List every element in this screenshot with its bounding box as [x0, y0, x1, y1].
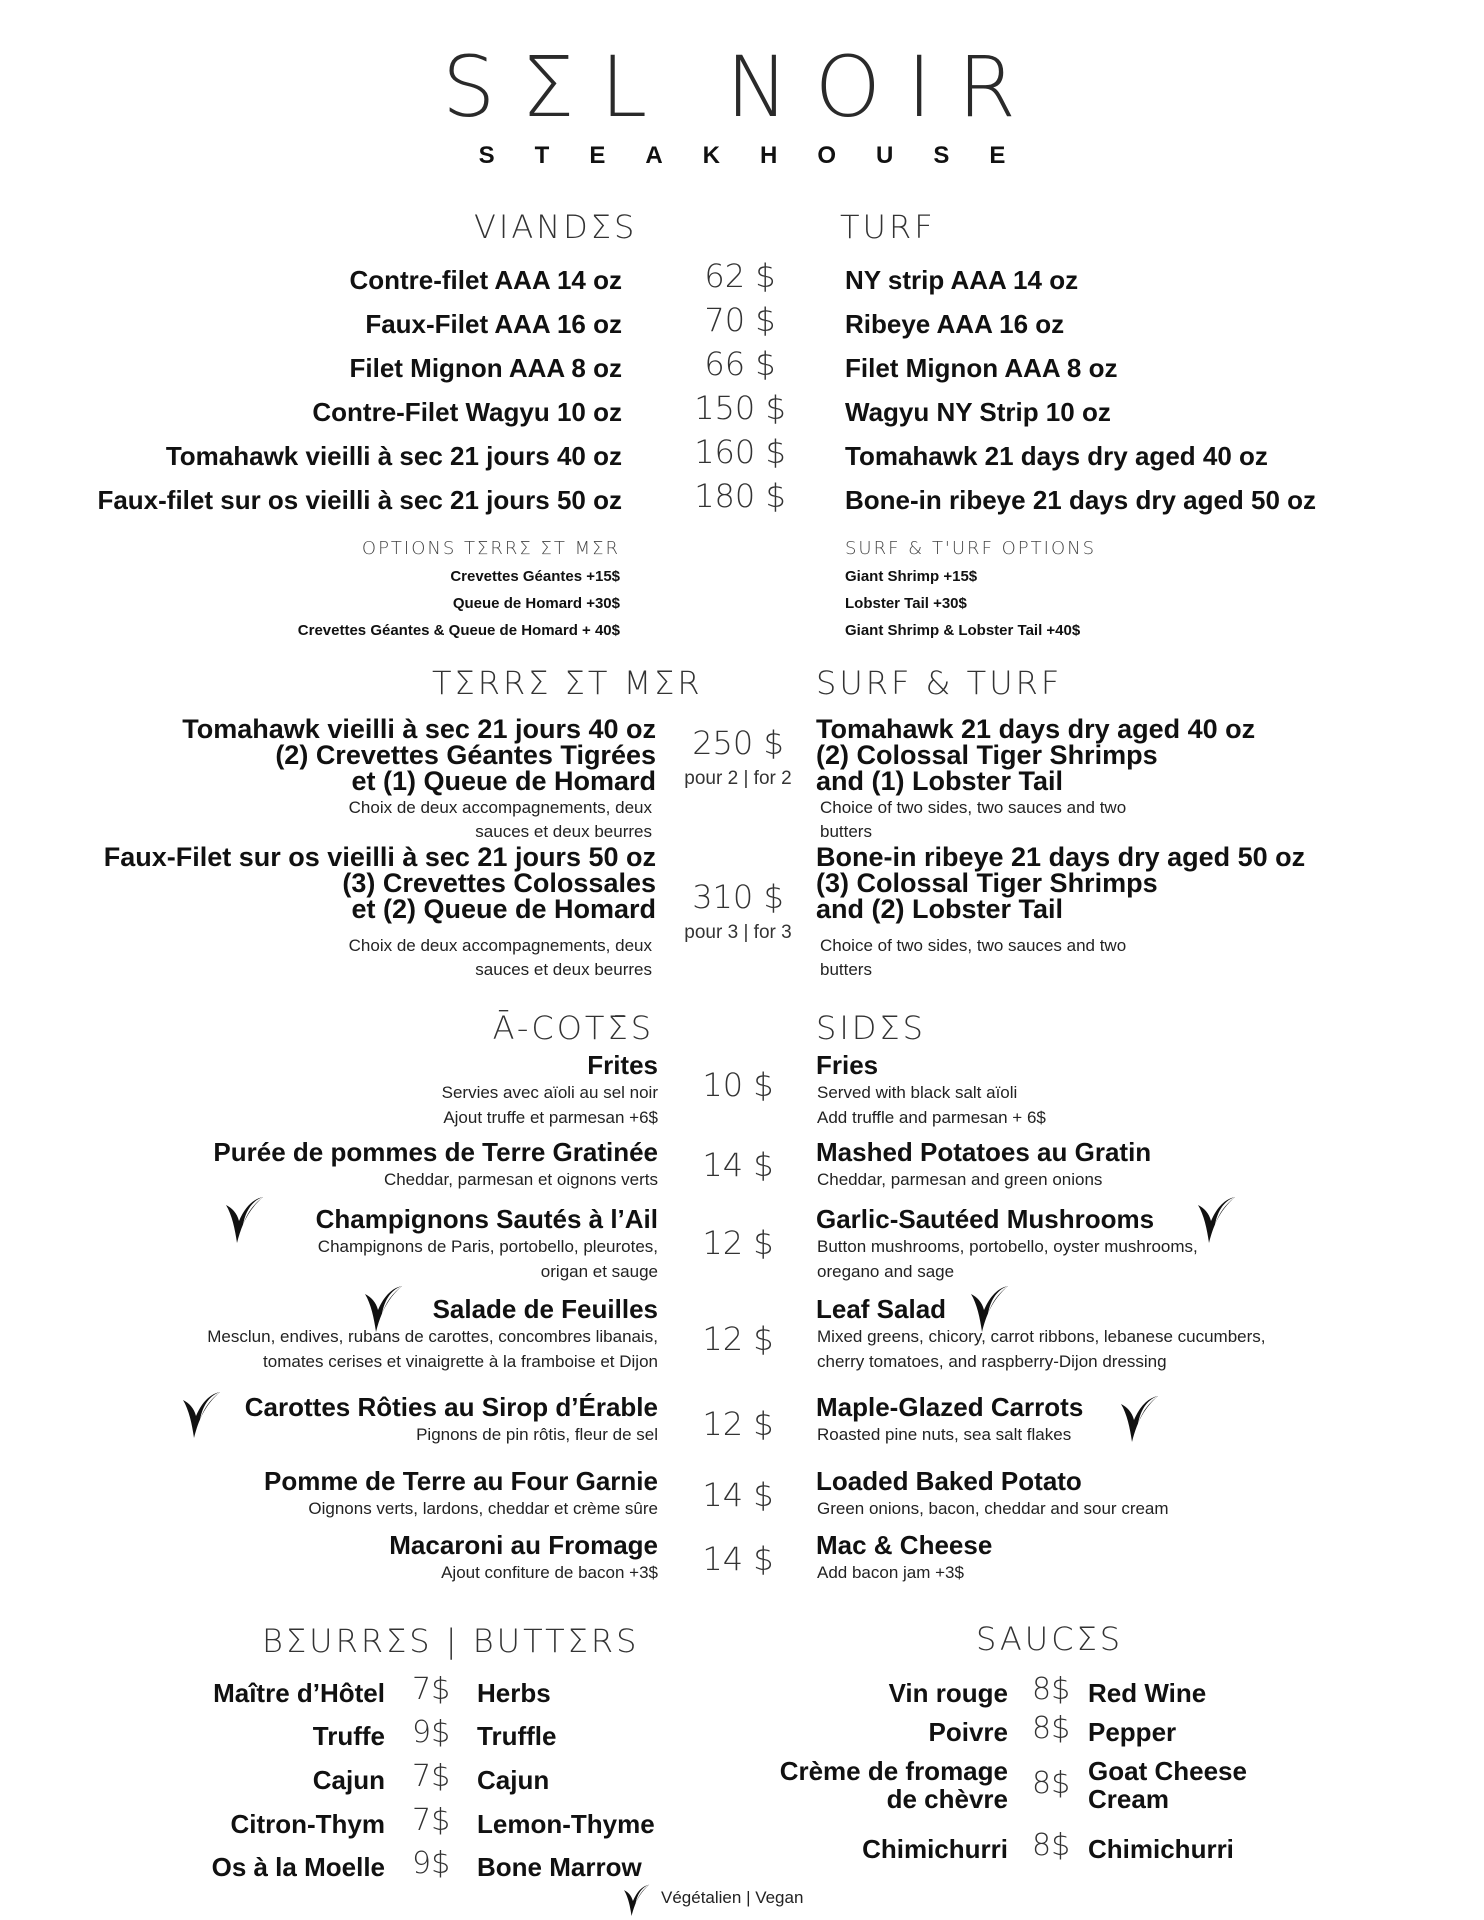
meat-item-en: Filet Mignon AAA 8 oz: [845, 353, 1118, 383]
option-fr: Crevettes Géantes & Queue de Homard + 40$: [297, 622, 620, 639]
vegan-leaf-icon: [180, 1386, 224, 1440]
combo-serving: pour 2 | for 2: [684, 768, 792, 789]
side-desc-fr: origan et sauge: [540, 1262, 658, 1281]
side-desc-fr: Pignons de pin rôtis, fleur de sel: [416, 1425, 658, 1444]
butter-item-en: Truffle: [477, 1721, 557, 1751]
butter-price: 9$: [412, 1846, 451, 1881]
meat-price: 160 $: [694, 433, 786, 471]
combo-line-en: (2) Colossal Tiger Shrimps: [816, 740, 1158, 770]
sauce-price: 8$: [1032, 1828, 1071, 1863]
side-desc-en: Button mushrooms, portobello, oyster mushrooms,: [817, 1237, 1198, 1256]
combo-line-fr: Tomahawk vieilli à sec 21 jours 40 oz: [182, 714, 656, 744]
combo-line-en: and (1) Lobster Tail: [816, 766, 1064, 796]
section-title-surf-fr: TΣRRΣ ΣT MΣR: [432, 664, 703, 702]
vegan-legend-text: Végétalien | Vegan: [661, 1888, 804, 1907]
side-item-en: Loaded Baked Potato: [816, 1466, 1082, 1496]
section-title-butters: BΣURRΣS | BUTTΣRS: [262, 1622, 640, 1660]
side-item-fr: Carottes Rôties au Sirop d’Érable: [244, 1392, 658, 1422]
side-desc-en: Mixed greens, chicory, carrot ribbons, lebanese cucumbers,: [817, 1327, 1266, 1346]
section-title-meats-fr: VIANDΣS: [474, 208, 638, 246]
combo-price: 310 $: [692, 878, 784, 916]
combo-line-en: (3) Colossal Tiger Shrimps: [816, 868, 1158, 898]
side-desc-en: oregano and sage: [817, 1262, 955, 1281]
section-title-sides-fr: Ā-COTΣ̄S: [492, 1009, 654, 1047]
meat-item-fr: Tomahawk vieilli à sec 21 jours 40 oz: [165, 441, 622, 471]
side-desc-fr: Cheddar, parmesan et oignons verts: [383, 1170, 658, 1189]
combo-desc-fr: Choix de deux accompagnements, deux: [348, 798, 652, 817]
side-desc-fr: Ajout confiture de bacon +3$: [441, 1563, 658, 1582]
combo-line-en: Tomahawk 21 days dry aged 40 oz: [816, 714, 1256, 744]
butter-item-en: Bone Marrow: [477, 1852, 642, 1882]
side-item-fr: Purée de pommes de Terre Gratinée: [213, 1137, 658, 1167]
meat-item-fr: Faux-filet sur os vieilli à sec 21 jours 50 oz: [97, 485, 622, 515]
side-desc-en: Add bacon jam +3$: [817, 1563, 964, 1582]
sauce-item-en-line: Goat Cheese: [1088, 1756, 1247, 1786]
butter-item-fr: Citron-Thym: [230, 1809, 385, 1839]
combo-serving: pour 3 | for 3: [684, 922, 792, 943]
meat-item-en: Bone-in ribeye 21 days dry aged 50 oz: [845, 485, 1317, 515]
option-fr: Queue de Homard +30$: [452, 595, 620, 612]
vegan-leaf-icon: [622, 1880, 652, 1918]
vegan-leaf-icon: [362, 1280, 406, 1334]
sauce-item-en: Red Wine: [1088, 1678, 1207, 1708]
sauce-item-en: Chimichurri: [1088, 1834, 1234, 1864]
butter-price: 7$: [412, 1759, 451, 1794]
meat-item-en: Wagyu NY Strip 10 oz: [845, 397, 1111, 427]
side-price: 12 $: [702, 1405, 774, 1443]
combo-price: 250 $: [692, 724, 784, 762]
combo-line-en: Bone-in ribeye 21 days dry aged 50 oz: [816, 842, 1306, 872]
section-title-meats-en: TURF: [840, 208, 936, 246]
side-desc-fr: Servies avec aïoli au sel noir: [441, 1083, 658, 1102]
option-en: Lobster Tail +30$: [845, 595, 967, 612]
side-desc-en: Roasted pine nuts, sea salt flakes: [817, 1425, 1072, 1444]
side-item-en: Leaf Salad: [816, 1294, 947, 1324]
option-en: Giant Shrimp +15$: [845, 568, 978, 585]
combo-desc-fr: sauces et deux beurres: [475, 960, 652, 979]
combo-line-fr: et (1) Queue de Homard: [351, 766, 656, 796]
side-item-en: Mashed Potatoes au Gratin: [816, 1137, 1152, 1167]
side-item-fr: Macaroni au Fromage: [389, 1530, 658, 1560]
side-price: 14 $: [702, 1540, 774, 1578]
combo-desc-en: Choice of two sides, two sauces and two: [820, 936, 1127, 955]
butter-item-en: Herbs: [477, 1678, 551, 1708]
butter-price: 9$: [412, 1715, 451, 1750]
combo-line-fr: et (2) Queue de Homard: [351, 894, 656, 924]
butter-item-fr: Os à la Moelle: [211, 1852, 385, 1882]
side-price: 12 $: [702, 1320, 774, 1358]
combo-desc-fr: sauces et deux beurres: [475, 822, 652, 841]
side-desc-en: Cheddar, parmesan and green onions: [817, 1170, 1103, 1189]
section-title-sauces: SAUCΣS: [976, 1620, 1124, 1658]
sauce-price: 8$: [1032, 1672, 1071, 1707]
side-price: 14 $: [702, 1476, 774, 1514]
sauce-price: 8$: [1032, 1711, 1071, 1746]
meat-item-en: Tomahawk 21 days dry aged 40 oz: [845, 441, 1268, 471]
side-desc-en: cherry tomatoes, and raspberry-Dijon dressing: [817, 1352, 1167, 1371]
option-en: Giant Shrimp & Lobster Tail +40$: [845, 622, 1081, 639]
vegan-leaf-icon: [968, 1280, 1012, 1334]
section-title-sides-en: SIDΣS: [816, 1009, 926, 1047]
brand-logo: SΣL NOIR: [442, 38, 1042, 136]
meat-price: 180 $: [694, 477, 786, 515]
side-desc-fr: Champignons de Paris, portobello, pleurotes,: [317, 1237, 658, 1256]
meat-price: 150 $: [694, 389, 786, 427]
combo-desc-en: Choice of two sides, two sauces and two: [820, 798, 1127, 817]
side-desc-fr: tomates cerises et vinaigrette à la framboise et Dijon: [263, 1352, 658, 1371]
combo-line-fr: (3) Crevettes Colossales: [342, 868, 656, 898]
side-item-en: Fries: [816, 1050, 879, 1080]
meat-price: 70 $: [704, 301, 776, 339]
side-item-en: Mac & Cheese: [816, 1530, 993, 1560]
meat-price: 62 $: [704, 257, 776, 295]
side-price: 12 $: [702, 1224, 774, 1262]
options-title-en: SURF & T'URF OPTIONS: [845, 538, 1097, 559]
section-title-surf-en: SURF & TURF: [816, 664, 1063, 702]
butter-price: 7$: [412, 1803, 451, 1838]
sauce-item-fr: Vin rouge: [888, 1678, 1008, 1708]
meat-item-fr: Contre-filet AAA 14 oz: [349, 265, 622, 295]
sauce-item-fr: Chimichurri: [862, 1834, 1008, 1864]
side-desc-fr: Oignons verts, lardons, cheddar et crème sûre: [308, 1499, 658, 1518]
vegan-leaf-icon: [1195, 1191, 1239, 1245]
side-desc-en: Served with black salt aïoli: [817, 1083, 1018, 1102]
side-item-fr: Frites: [587, 1050, 658, 1080]
vegan-leaf-icon: [223, 1191, 267, 1245]
sauce-item-en-line: Cream: [1088, 1784, 1169, 1814]
option-fr: Crevettes Géantes +15$: [450, 568, 620, 585]
butter-item-fr: Maître d’Hôtel: [213, 1678, 385, 1708]
combo-line-fr: Faux-Filet sur os vieilli à sec 21 jours 50 oz: [103, 842, 656, 872]
side-desc-fr: Mesclun, endives, rubans de carottes, concombres libanais,: [207, 1327, 658, 1346]
side-desc-fr: Ajout truffe et parmesan +6$: [443, 1108, 658, 1127]
side-price: 10 $: [702, 1066, 774, 1104]
sauce-item-fr: Poivre: [928, 1717, 1008, 1747]
butter-price: 7$: [412, 1672, 451, 1707]
combo-desc-en: butters: [820, 960, 872, 979]
side-price: 14 $: [702, 1146, 774, 1184]
sauce-item-fr-line: Crème de fromage: [779, 1756, 1008, 1786]
meat-item-en: NY strip AAA 14 oz: [845, 265, 1079, 295]
side-item-en: Maple-Glazed Carrots: [816, 1392, 1084, 1422]
meat-price: 66 $: [704, 345, 776, 383]
combo-line-en: and (2) Lobster Tail: [816, 894, 1064, 924]
side-desc-en: Add truffle and parmesan + 6$: [817, 1108, 1046, 1127]
sauce-item-fr-line: de chèvre: [886, 1784, 1008, 1814]
side-item-fr: Pomme de Terre au Four Garnie: [264, 1466, 658, 1496]
options-title-fr: OPTIONS TΣRRΣ ΣT MΣR: [361, 538, 620, 559]
butter-item-en: Cajun: [477, 1765, 550, 1795]
meat-item-fr: Filet Mignon AAA 8 oz: [349, 353, 622, 383]
butter-item-fr: Truffe: [312, 1721, 385, 1751]
butter-item-en: Lemon-Thyme: [477, 1809, 655, 1839]
meat-item-en: Ribeye AAA 16 oz: [845, 309, 1065, 339]
sauce-item-en: Pepper: [1088, 1717, 1177, 1747]
combo-line-fr: (2) Crevettes Géantes Tigrées: [275, 740, 656, 770]
sauce-price: 8$: [1032, 1766, 1071, 1801]
side-item-fr: Champignons Sautés à l’Ail: [315, 1204, 658, 1234]
butter-item-fr: Cajun: [312, 1765, 385, 1795]
brand-subtitle: STEAKHOUSE: [478, 142, 1046, 169]
meat-item-fr: Faux-Filet AAA 16 oz: [365, 309, 622, 339]
vegan-leaf-icon: [1118, 1390, 1162, 1444]
combo-desc-fr: Choix de deux accompagnements, deux: [348, 936, 652, 955]
meat-item-fr: Contre-Filet Wagyu 10 oz: [312, 397, 622, 427]
combo-desc-en: butters: [820, 822, 872, 841]
side-desc-en: Green onions, bacon, cheddar and sour cream: [817, 1499, 1169, 1518]
side-item-fr: Salade de Feuilles: [432, 1294, 658, 1324]
side-item-en: Garlic-Sautéed Mushrooms: [816, 1204, 1155, 1234]
